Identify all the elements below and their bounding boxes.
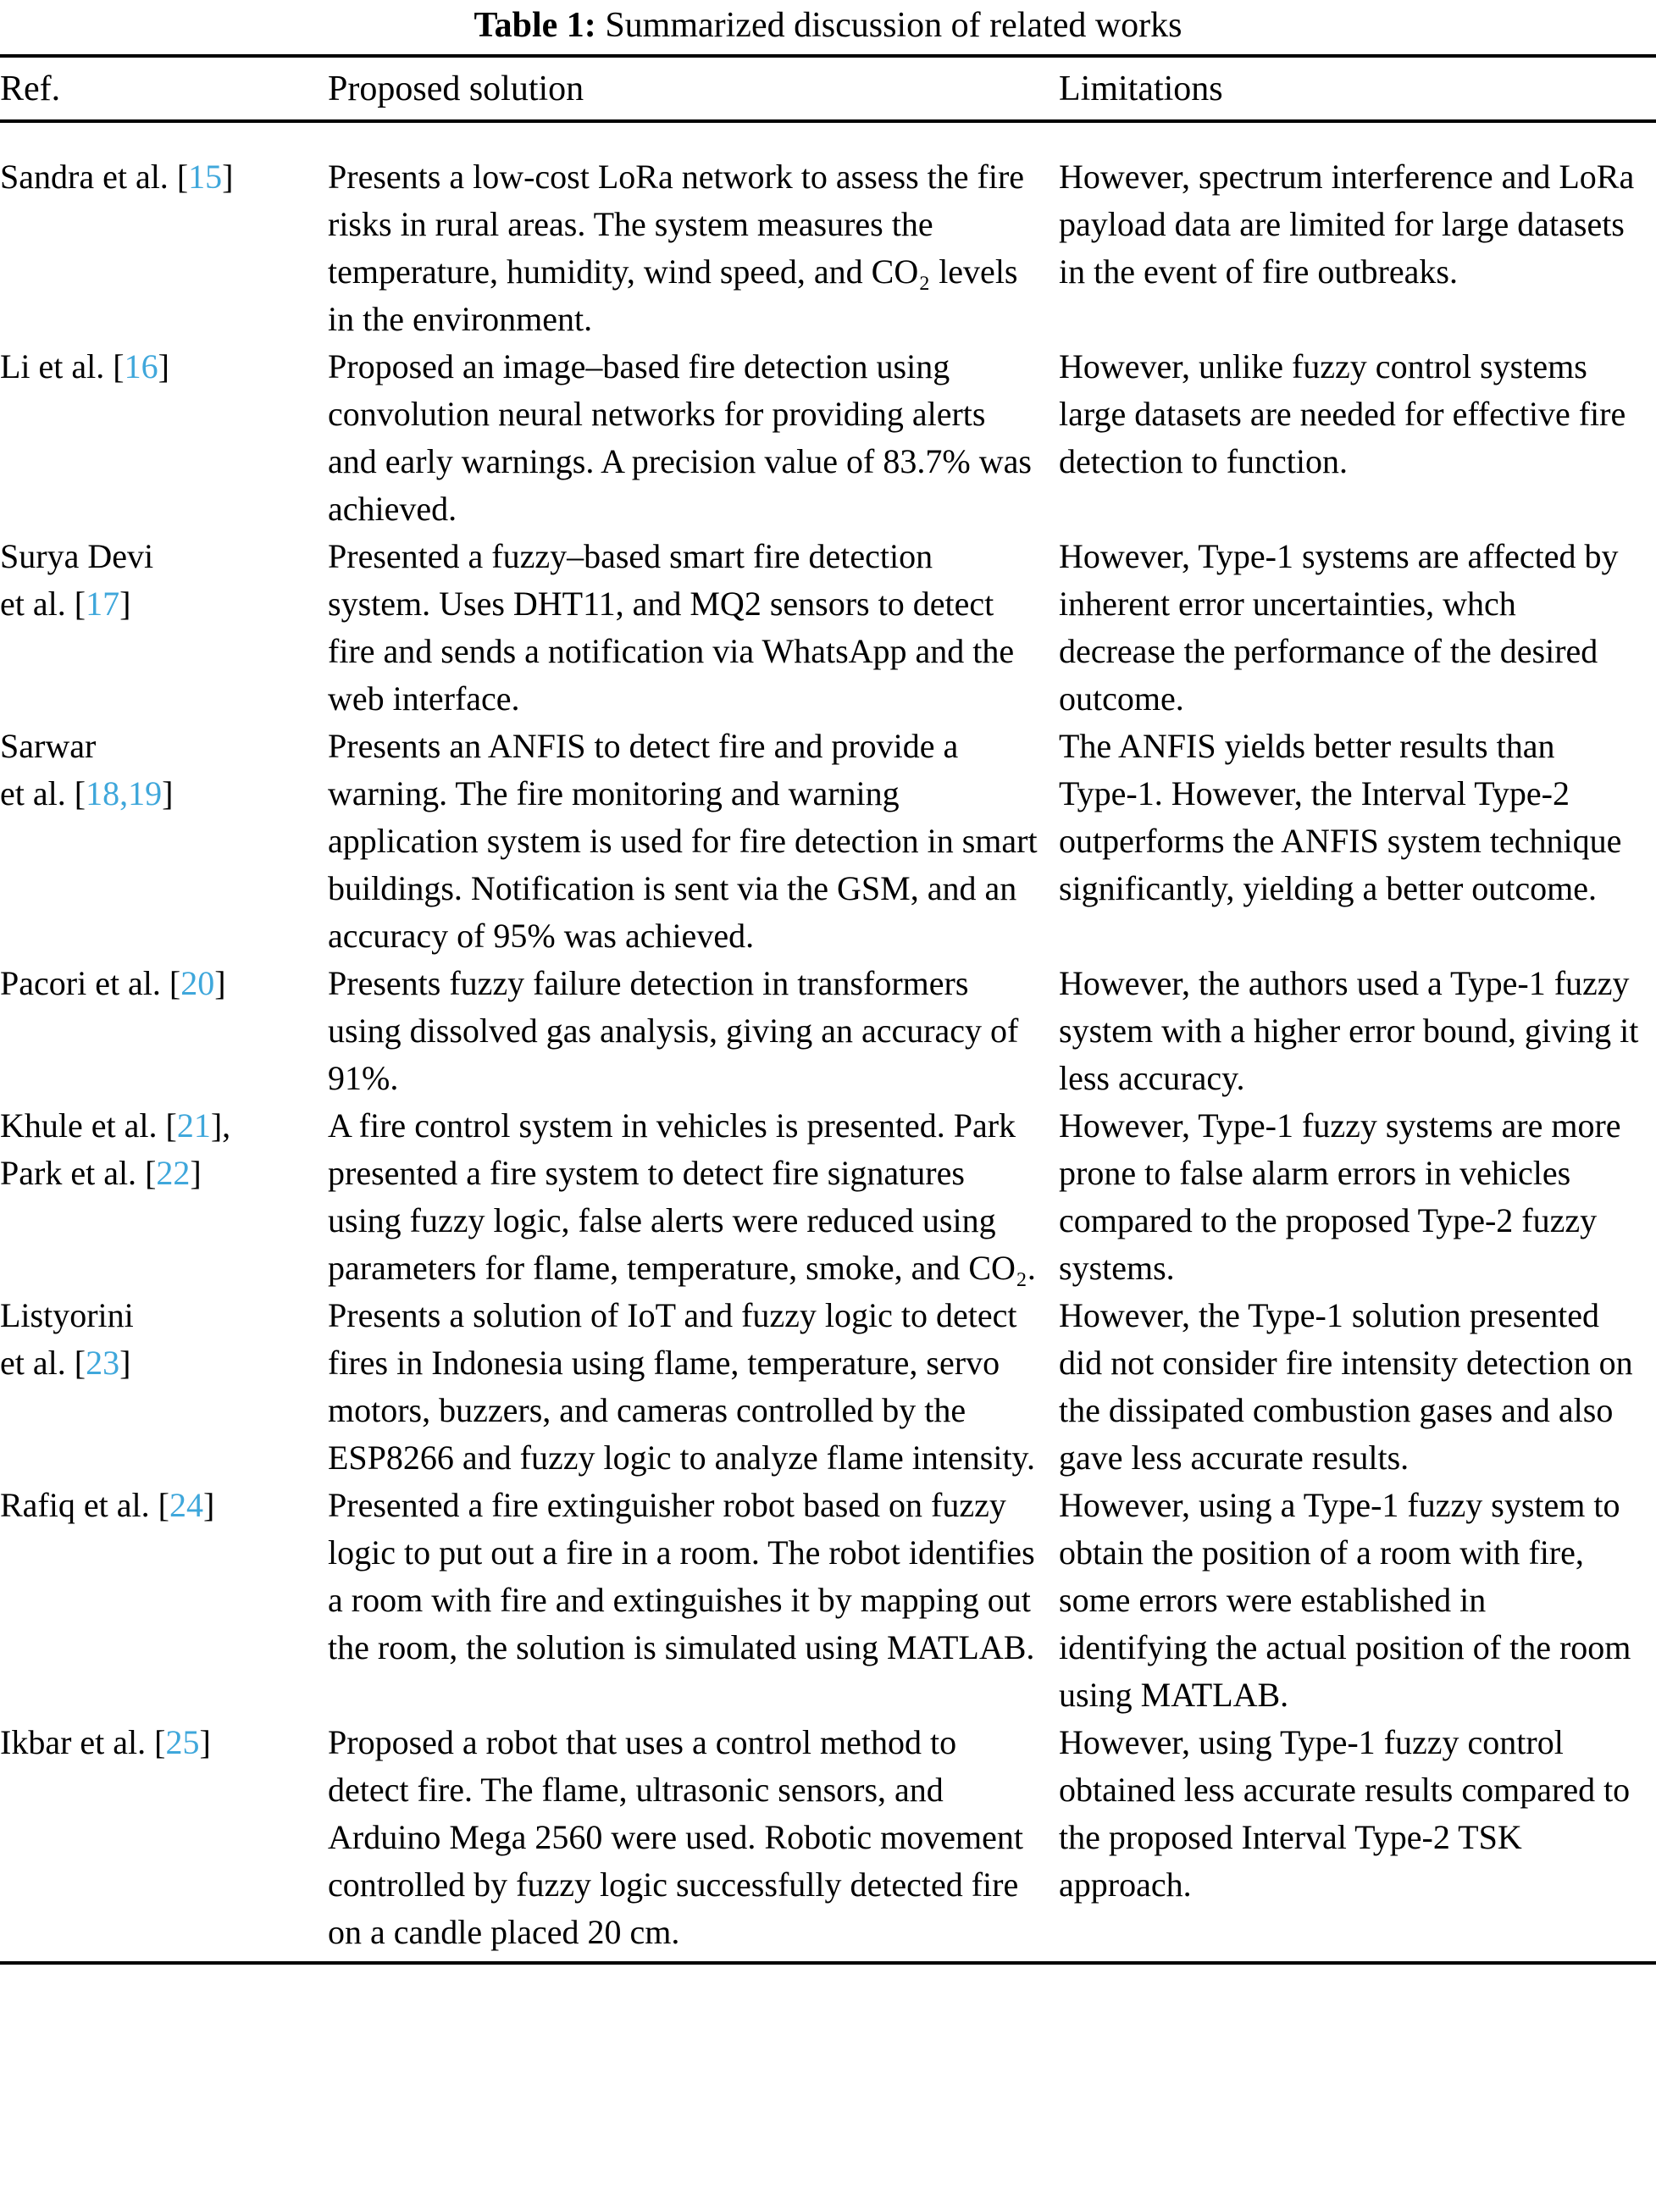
- limitations-cell: However, Type-1 systems are affected by inherent error uncertainties, whch decrease the performance of the desired outcome.: [1059, 537, 1619, 718]
- proposed-solution-cell: Presents an ANFIS to detect fire and provide a warning. The fire monitoring and warning application system is used for fire detection in smart buildings. Notification is sent via the GSM, and an accuracy of 95% was achieved.: [328, 727, 1038, 955]
- limitations-cell: However, spectrum interference and LoRa payload data are limited for large datasets in the event of fire outbreaks.: [1059, 158, 1635, 291]
- ref-cell: Surya Devi et al. [17]: [0, 537, 154, 623]
- proposed-solution-cell: Presented a fuzzy–based smart fire detection system. Uses DHT11, and MQ2 sensors to detect fire and sends a notification via WhatsApp and the web interface.: [328, 537, 1015, 718]
- table-row: [0, 533, 1656, 723]
- table-body: [0, 123, 1656, 1956]
- table-row: [0, 153, 1656, 343]
- table-caption: [0, 0, 1656, 53]
- limitations-cell: However, using Type-1 fuzzy control obtained less accurate results compared to the proposed Interval Type-2 TSK approach.: [1059, 1723, 1631, 1904]
- proposed-solution-cell: A fire control system in vehicles is presented. Park presented a fire system to detect fire signatures using fuzzy logic, false alerts were reduced using parameters for flame, temperature, smoke, and CO₂.: [328, 1106, 1036, 1287]
- limitations-cell: However, the authors used a Type-1 fuzzy system with a higher error bound, giving it less accuracy.: [1059, 964, 1639, 1097]
- table-row: [0, 1482, 1656, 1719]
- citation-number[interactable]: 18,19: [86, 774, 163, 812]
- ref-cell: Li et al. [16]: [0, 347, 169, 385]
- limitations-cell: The ANFIS yields better results than Type-1. However, the Interval Type-2 outperforms the ANFIS system technique significantly, yielding a better outcome.: [1059, 727, 1622, 907]
- limitations-cell: However, using a Type-1 fuzzy system to obtain the position of a room with fire, some errors were established in identifying the actual position of the room using MATLAB.: [1059, 1486, 1631, 1714]
- citation-number[interactable]: 15: [188, 158, 223, 196]
- column-header-proposed-solution: Proposed solution: [328, 69, 584, 108]
- table-row: [0, 343, 1656, 533]
- table-caption-text: Summarized discussion of related works: [605, 6, 1182, 45]
- ref-cell: Khule et al. [21], Park et al. [22]: [0, 1106, 231, 1192]
- limitations-cell: However, Type-1 fuzzy systems are more prone to false alarm errors in vehicles compared to the proposed Type-2 fuzzy systems.: [1059, 1106, 1621, 1287]
- proposed-solution-cell: Proposed an image–based fire detection using convolution neural networks for providing alerts and early warnings. A precision value of 83.7% was achieved.: [328, 347, 1032, 528]
- citation-number[interactable]: 24: [169, 1486, 203, 1524]
- column-header-limitations: Limitations: [1059, 69, 1223, 108]
- table-bottom-rule: [0, 1961, 1656, 1965]
- table-row: [0, 1102, 1656, 1292]
- table-row: [0, 1292, 1656, 1482]
- table-caption-label: Table 1:: [474, 6, 596, 45]
- citation-number[interactable]: 22: [156, 1154, 191, 1192]
- table-header-row: [0, 58, 1656, 119]
- citation-number[interactable]: 20: [180, 964, 215, 1002]
- table-row: [0, 723, 1656, 960]
- table-row: [0, 1719, 1656, 1956]
- citation-number[interactable]: 25: [165, 1723, 200, 1761]
- table-row: [0, 960, 1656, 1102]
- citation-number[interactable]: 16: [124, 347, 158, 385]
- citation-number[interactable]: 23: [86, 1344, 120, 1382]
- limitations-cell: However, unlike fuzzy control systems large datasets are needed for effective fire detection to function.: [1059, 347, 1626, 480]
- proposed-solution-cell: Presented a fire extinguisher robot based on fuzzy logic to put out a fire in a room. The robot identifies a room with fire and extinguishes it by mapping out the room, the solution is simulated using MATLAB.: [328, 1486, 1035, 1666]
- citation-number[interactable]: 21: [176, 1106, 211, 1145]
- ref-cell: Rafiq et al. [24]: [0, 1486, 215, 1524]
- ref-cell: Pacori et al. [20]: [0, 964, 226, 1002]
- ref-cell: Sandra et al. [15]: [0, 158, 234, 196]
- proposed-solution-cell: Presents a solution of IoT and fuzzy logic to detect fires in Indonesia using flame, temperature, servo motors, buzzers, and cameras controlled by the ESP8266 and fuzzy logic to analyze flame intensity.: [328, 1296, 1035, 1477]
- proposed-solution-cell: Presents fuzzy failure detection in transformers using dissolved gas analysis, giving an accuracy of 91%.: [328, 964, 1019, 1097]
- ref-cell: Ikbar et al. [25]: [0, 1723, 211, 1761]
- ref-cell: Listyorini et al. [23]: [0, 1296, 134, 1382]
- column-header-ref: Ref.: [0, 69, 61, 108]
- citation-number[interactable]: 17: [86, 585, 120, 623]
- limitations-cell: However, the Type-1 solution presented did not consider fire intensity detection on the dissipated combustion gases and also gave less accurate results.: [1059, 1296, 1633, 1477]
- ref-cell: Sarwar et al. [18,19]: [0, 727, 174, 812]
- proposed-solution-cell: Presents a low-cost LoRa network to assess the fire risks in rural areas. The system measures the temperature, humidity, wind speed, and CO₂ levels in the environment.: [328, 158, 1025, 338]
- proposed-solution-cell: Proposed a robot that uses a control method to detect fire. The flame, ultrasonic sensors, and Arduino Mega 2560 were used. Robotic movement controlled by fuzzy logic successfully detected fire on a candle placed 20 cm.: [328, 1723, 1023, 1951]
